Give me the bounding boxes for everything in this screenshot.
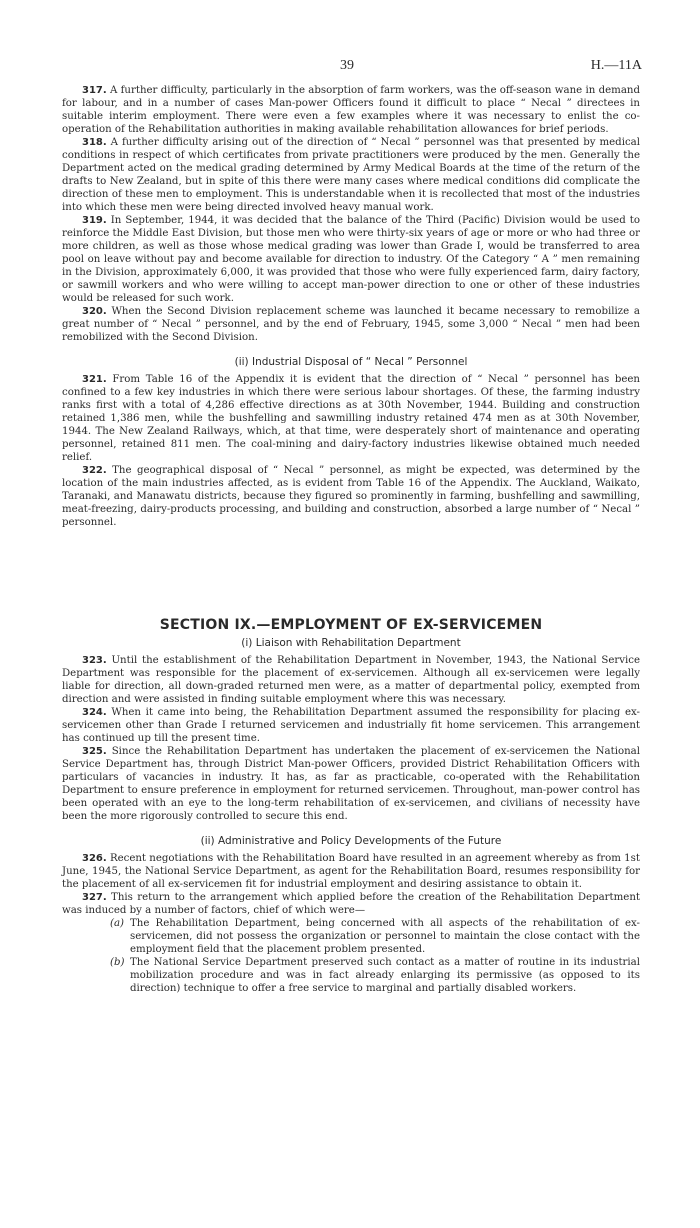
paragraph-324 bbox=[62, 706, 640, 745]
list-marker: (b) bbox=[110, 957, 125, 968]
paragraph-317 bbox=[62, 84, 640, 136]
paragraph-text: When it came into being, the Rehabilitation Department assumed the responsibility for placing ex-servicemen other than Grade I returned servicemen and industrially fit home servicemen. This arrangement has continued up till the present time. bbox=[62, 707, 640, 744]
paragraph-number: 323. bbox=[82, 655, 107, 666]
subheading-liaison: (i) Liaison with Rehabilitation Department bbox=[241, 637, 461, 649]
paragraph-text: Until the establishment of the Rehabilitation Department in November, 1943, the National Service Department was responsible for the placement of ex-servicemen. Although all ex-servicemen were legally liable for direction, all down-graded returned men were, as a matter of departmental policy, exempted from direction and were assisted in finding suitable employment where this was necessary. bbox=[62, 655, 640, 705]
list-item-text: The Rehabilitation Department, being concerned with all aspects of the rehabilitation of ex-servicemen, did not possess the organization or personnel to maintain the close contact with the employment field that the placement problem presented. bbox=[130, 918, 640, 955]
page-number: 39 bbox=[340, 58, 354, 73]
paragraph-326 bbox=[62, 852, 640, 891]
list-marker: (a) bbox=[110, 918, 125, 929]
subheading-administrative-policy: (ii) Administrative and Policy Developments of the Future bbox=[200, 835, 502, 847]
paragraph-text: A further difficulty, particularly in the absorption of farm workers, was the off-season wane in demand for labour, and in a number of cases Man-power Officers found it difficult to place “ Necal ” directees in suitable interim employment. There were even a few examples where it was necessary to enlist the co-operation of the Rehabilitation authorities in making available rehabilitation allowances for brief periods. bbox=[62, 85, 640, 135]
paragraph-number: 327. bbox=[82, 892, 107, 903]
paragraph-group-liaison bbox=[62, 654, 640, 823]
paragraph-number: 325. bbox=[82, 746, 107, 757]
paragraph-number: 324. bbox=[82, 707, 107, 718]
document-reference: H.—11A bbox=[590, 58, 642, 73]
paragraph-number: 320. bbox=[82, 306, 107, 317]
paragraph-text: When the Second Division replacement scheme was launched it became necessary to remobilize a great number of “ Necal ” personnel, and by the end of February, 1945, some 3,000 “ Necal ” men had been remobilized with the Second Division. bbox=[62, 306, 640, 343]
list-item bbox=[62, 917, 640, 956]
paragraph-text: From Table 16 of the Appendix it is evident that the direction of “ Necal ” personnel has been confined to a few key industries in which there were serious labour shortages. Of these, the farming industry ranks first with a total of 4,286 effective directions as at 30th November, 1944. Building and construction retained 1,386 men, while the bushfelling and sawmilling industry retained 474 men as at 30th November, 1944. The New Zealand Railways, which, at that time, were desperately short of maintenance and operating personnel, retained 811 men. The coal-mining and dairy-factory industries likewise obtained much needed relief. bbox=[62, 374, 640, 463]
paragraph-number: 321. bbox=[82, 374, 107, 385]
paragraph-text: Recent negotiations with the Rehabilitation Board have resulted in an agreement whereby as from 1st June, 1945, the National Service Department, as agent for the Rehabilitation Board, resumes responsibility for the placement of all ex-servicemen fit for industrial employment and desiring assistance to obtain it. bbox=[62, 853, 640, 890]
paragraph-319 bbox=[62, 214, 640, 305]
paragraph-321 bbox=[62, 373, 640, 464]
page-header bbox=[62, 58, 640, 84]
list-item-text: The National Service Department preserved such contact as a matter of routine in its industrial mobilization procedure and was in fact already enlarging its permissive (as opposed to its direction) technique to offer a free service to marginal and partially disabled workers. bbox=[130, 957, 640, 994]
paragraph-327 bbox=[62, 891, 640, 917]
paragraph-number: 319. bbox=[82, 215, 107, 226]
paragraph-number: 317. bbox=[82, 85, 107, 96]
paragraph-318 bbox=[62, 136, 640, 214]
paragraph-number: 318. bbox=[82, 137, 107, 148]
paragraph-text: The geographical disposal of “ Necal ” personnel, as might be expected, was determined by the location of the main industries affected, as is evident from Table 16 of the Appendix. The Auckland, Waikato, Taranaki, and Manawatu districts, because they figured so prominently in farming, bushfelling and sawmilling, meat-freezing, dairy-products processing, and building and construction, absorbed a large number of “ Necal ” personnel. bbox=[62, 465, 640, 528]
paragraph-group-necal-difficulties bbox=[62, 84, 640, 344]
paragraph-text: In September, 1944, it was decided that the balance of the Third (Pacific) Division would be used to reinforce the Middle East Division, but those men who were thirty-six years of age or more or who had three or more children, as well as those whose medical grading was lower than Grade I, would be transferred to area pool on leave without pay and become available for direction to industry. Of the Category “ A ” men remaining in the Division, approximately 6,000, it was provided that those who were fully experienced farm, dairy factory, or sawmill workers and who were willing to accept man-power direction to one or other of these industries would be released for such work. bbox=[62, 215, 640, 304]
document-page bbox=[62, 58, 640, 995]
paragraph-number: 322. bbox=[82, 465, 107, 476]
paragraph-320 bbox=[62, 305, 640, 344]
subheading-industrial-disposal: (ii) Industrial Disposal of “ Necal ” Personnel bbox=[234, 356, 468, 368]
paragraph-group-administrative bbox=[62, 852, 640, 995]
paragraph-323 bbox=[62, 654, 640, 706]
paragraph-group-industrial-disposal bbox=[62, 373, 640, 529]
section-title: SECTION IX.—EMPLOYMENT OF EX-SERVICEMEN bbox=[159, 617, 543, 633]
paragraph-322 bbox=[62, 464, 640, 529]
paragraph-number: 326. bbox=[82, 853, 107, 864]
paragraph-text: Since the Rehabilitation Department has undertaken the placement of ex-servicemen the National Service Department has, through District Man-power Officers, provided District Rehabilitation Officers with particulars of vacancies in industry. It has, as far as practicable, co-operated with the Rehabilitation Department to ensure preference in employment for returned servicemen. Throughout, man-power control has been operated with an eye to the long-term rehabilitation of ex-servicemen, and civilians of necessity have been the more rigorously controlled to secure this end. bbox=[62, 746, 640, 822]
paragraph-text: This return to the arrangement which applied before the creation of the Rehabilitation Department was induced by a number of factors, chief of which were— bbox=[62, 892, 640, 916]
list-item bbox=[62, 956, 640, 995]
paragraph-text: A further difficulty arising out of the direction of “ Necal ” personnel was that presented by medical conditions in respect of which certificates from private practitioners were produced by the men. Generally the Department acted on the medical grading determined by Army Medical Boards at the time of the return of the drafts to New Zealand, but in spite of this there were many cases where medical conditions did complicate the direction of these men to employment. This is understandable when it is recollected that most of the industries into which these men were being directed involved heavy manual work. bbox=[62, 137, 640, 213]
paragraph-325 bbox=[62, 745, 640, 823]
